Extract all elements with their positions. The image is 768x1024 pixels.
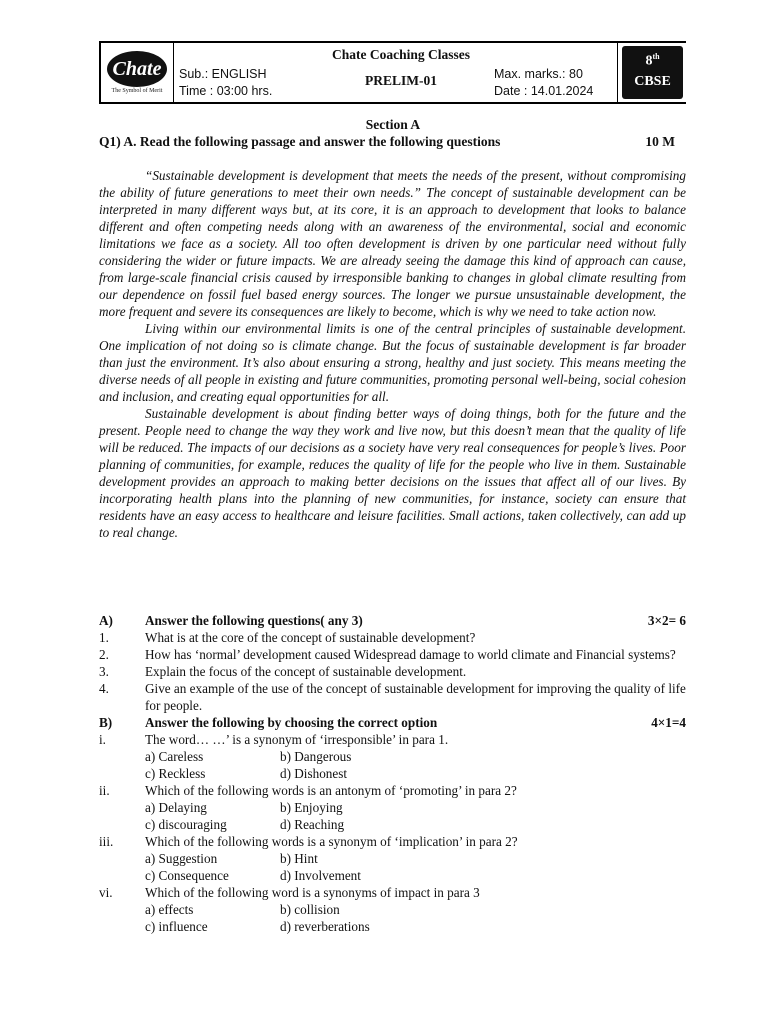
- subject: Sub.: ENGLISH: [179, 67, 267, 81]
- question-1-label: Q1) A. Read the following passage and answer the following questions: [99, 134, 501, 149]
- question-text: How has ‘normal’ development caused Widespread damage to world climate and Financial systems?: [145, 647, 676, 662]
- subject-info: [179, 66, 272, 100]
- passage-paragraph-3: Sustainable development is about finding better ways of doing things, both for the future and the present. People need to change the way they work and live now, but this doesn’t mean that the quality of life will be reduced. The impacts of our decisions as a society have very real consequences for people’s lives. Poor planning of communities, for example, reduces the quality of life for the people who live in them. Sustainable development provides an approach to making better decisions on the issues that affect all of our lives. By incorporating health plans into the planning of new communities, for instance, society can ensure that residents have an easy access to healthcare and leisure facilities. Small actions, taken collectively, can add up to real change.: [99, 406, 686, 540]
- reading-passage: [99, 167, 686, 541]
- option-d: d) Dishonest: [280, 766, 348, 781]
- part-b-title: Answer the following by choosing the correct option: [145, 715, 438, 730]
- question-text: What is at the core of the concept of sustainable development?: [145, 630, 476, 645]
- list-item: [99, 646, 686, 663]
- mcq-options: [99, 748, 686, 765]
- exam-date: Date : 14.01.2024: [494, 84, 594, 98]
- max-marks: Max. marks.: 80: [494, 67, 583, 81]
- mcq-options: [99, 901, 686, 918]
- part-b-label: B): [99, 715, 113, 730]
- mcq-options: [99, 799, 686, 816]
- part-a-heading: [99, 612, 686, 629]
- logo-mark: Chate: [107, 51, 167, 87]
- question-number: 2.: [99, 647, 109, 662]
- grade: [622, 52, 683, 70]
- passage-paragraph-1: “Sustainable development is development that meets the needs of the present, without compromising the ability of future generations to meet their own needs.” The concept of sustainable development can be interpreted in many different ways but, at its core, it is an approach to development that looks to balance different and often competing needs along with an awareness of the environmental, social and economic limitations we face as a society. All too often development is driven by one particular need without fully considering the wider or future impacts. We are already seeing the damage this kind of approach can cause, from large-scale financial crisis caused by irresponsible banking to changes in global climate resulting from our dependence on fossil fuel based energy sources. The longer we pursue unsustainable development, the more frequent and severe its consequences are likely to become, which is why we need to take action now.: [99, 168, 686, 319]
- passage-paragraph-2: Living within our environmental limits is one of the central principles of sustainable development. One implication of not doing so is climate change. But the focus of sustainable development is far broader than just the environment. It’s also about ensuring a strong, healthy and just society. This means meeting the diverse needs of all people in existing and future communities, promoting personal well-being, social cohesion and inclusion, and creating equal opportunities for all.: [99, 321, 686, 404]
- option-d: d) reverberations: [280, 919, 370, 934]
- mcq-options: [99, 816, 686, 833]
- time: Time : 03:00 hrs.: [179, 84, 273, 98]
- option-c: c) Reckless: [145, 766, 206, 781]
- question-number: 1.: [99, 630, 109, 645]
- question-text: Explain the focus of the concept of sustainable development.: [145, 664, 467, 679]
- logo: [101, 43, 174, 102]
- option-c: c) influence: [145, 919, 208, 934]
- list-item: [99, 680, 686, 714]
- mcq-options: [99, 765, 686, 782]
- logo-tagline: The Symbol of Merit: [111, 88, 163, 94]
- marks-info: [494, 66, 593, 100]
- question-number: i.: [99, 732, 106, 747]
- question-number: 3.: [99, 664, 109, 679]
- section-title: Section A: [365, 117, 421, 132]
- question-text: Which of the following words is an antonym of ‘promoting’ in para 2?: [145, 783, 517, 798]
- option-b: b) Dangerous: [280, 749, 352, 764]
- question-text: Which of the following word is a synonyms of impact in para 3: [145, 885, 480, 900]
- grade-box: [617, 43, 687, 102]
- part-a-title: Answer the following questions( any 3): [145, 613, 363, 628]
- mcq-options: [99, 867, 686, 884]
- option-b: b) collision: [280, 902, 340, 917]
- question-number: vi.: [99, 885, 113, 900]
- mcq-options: [99, 918, 686, 935]
- grade-suffix: th: [652, 52, 660, 61]
- question-number: ii.: [99, 783, 110, 798]
- mcq-question: [99, 833, 686, 850]
- option-d: d) Involvement: [280, 868, 361, 883]
- option-a: a) Delaying: [145, 800, 207, 815]
- option-a: a) Careless: [145, 749, 204, 764]
- question-number: 4.: [99, 681, 109, 696]
- grade-badge: [622, 46, 683, 99]
- question-text: Which of the following words is a synonym of ‘implication’ in para 2?: [145, 834, 518, 849]
- part-a: [99, 612, 686, 935]
- option-d: d) Reaching: [280, 817, 345, 832]
- part-a-marks: 3×2= 6: [647, 613, 686, 628]
- grade-number: 8: [645, 53, 653, 69]
- option-a: a) Suggestion: [145, 851, 218, 866]
- list-item: [99, 629, 686, 646]
- exam-header: [99, 41, 686, 104]
- option-a: a) effects: [145, 902, 194, 917]
- mcq-question: [99, 782, 686, 799]
- part-b-marks: 4×1=4: [651, 715, 686, 730]
- institute-name: Chate Coaching Classes: [331, 47, 470, 62]
- question-1-marks: 10 M: [645, 134, 675, 149]
- part-b-heading: [99, 714, 686, 731]
- option-b: b) Hint: [280, 851, 318, 866]
- list-item: [99, 663, 686, 680]
- mcq-question: [99, 884, 686, 901]
- option-b: b) Enjoying: [280, 800, 343, 815]
- question-text: Give an example of the use of the concept of sustainable development for improving the quality of life for people.: [145, 681, 686, 713]
- exam-name: PRELIM-01: [365, 73, 437, 88]
- part-a-label: A): [99, 613, 113, 628]
- question-text: The word… …’ is a synonym of ‘irresponsible’ in para 1.: [145, 732, 449, 747]
- mcq-options: [99, 850, 686, 867]
- mcq-question: [99, 731, 686, 748]
- board: CBSE: [634, 73, 671, 89]
- question-number: iii.: [99, 834, 114, 849]
- option-c: c) Consequence: [145, 868, 229, 883]
- option-c: c) discouraging: [145, 817, 227, 832]
- question-1-heading: [99, 134, 675, 150]
